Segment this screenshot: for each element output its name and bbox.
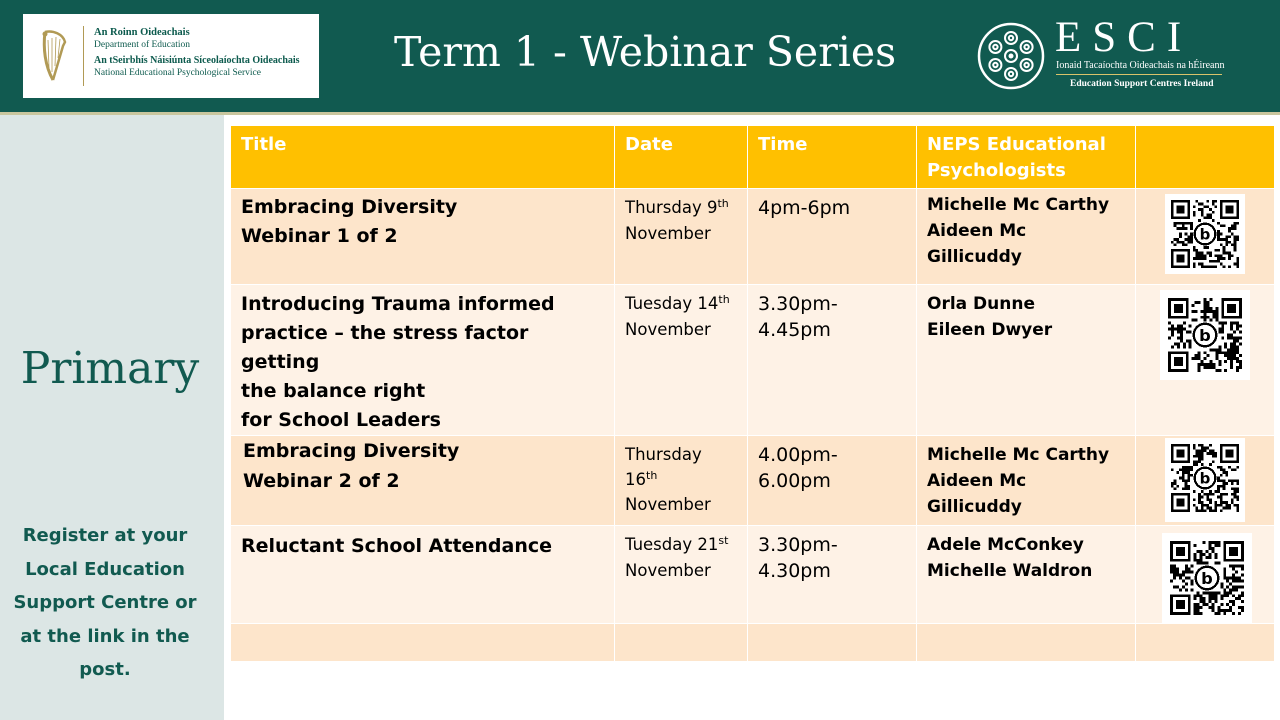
celtic-spiral-icon [977, 22, 1045, 90]
register-line: Register at your [22, 525, 188, 546]
table-header-row [231, 126, 1275, 189]
webinar-psychologists [917, 436, 1136, 526]
table-row-empty [231, 624, 1275, 662]
date-month: November [625, 495, 711, 514]
register-line: Support Centre or [13, 592, 197, 613]
webinar-title [231, 436, 615, 526]
title-line: Introducing Trauma informed [241, 293, 555, 315]
registration-qr-code[interactable] [1165, 194, 1245, 274]
title-line: Reluctant School Attendance [241, 535, 553, 557]
qr-cell [1136, 285, 1275, 436]
date-day: Thursday 9 [625, 198, 718, 217]
date-line [625, 467, 737, 492]
qr-cell [1136, 189, 1275, 285]
empty-cell [615, 624, 748, 662]
webinar-title [231, 189, 615, 285]
registration-qr-code[interactable] [1165, 438, 1245, 522]
esci-divider [1056, 74, 1222, 75]
department-irish-name: An Roinn Oideachais [94, 27, 190, 38]
webinar-time: 3.30pm-4.30pm [748, 526, 917, 624]
psychologist-name: Aideen Mc Gillicuddy [927, 221, 1027, 267]
esci-irish-name: Ionaid Tacaíochta Oideachais na hÉireann [1056, 60, 1225, 71]
register-line: post. [79, 659, 131, 680]
header-line: Psychologists [927, 160, 1066, 181]
empty-cell [917, 624, 1136, 662]
qr-code-icon [1170, 541, 1244, 615]
column-header-date: Date [615, 126, 748, 189]
title-line: Embracing Diversity [241, 196, 458, 218]
table-row [231, 285, 1275, 436]
webinar-date [615, 526, 748, 624]
qr-code-icon [1168, 298, 1242, 372]
empty-cell [231, 624, 615, 662]
registration-qr-code[interactable] [1162, 533, 1252, 623]
webinar-date [615, 436, 748, 526]
svg-text:b: b [1199, 225, 1211, 244]
date-suffix: th [718, 293, 730, 306]
webinar-time: 4pm-6pm [748, 189, 917, 285]
qr-code-icon [1171, 444, 1239, 512]
title-line: the balance right [241, 380, 426, 402]
svg-text:b: b [1201, 569, 1213, 589]
school-level-label: Primary [20, 343, 200, 394]
webinar-psychologists [917, 285, 1136, 436]
date-day: Tuesday 14 [625, 294, 719, 313]
neps-english-name: National Educational Psychological Service [94, 68, 261, 78]
qr-code-icon [1171, 200, 1239, 268]
department-of-education-logo [23, 14, 319, 98]
department-english-name: Department of Education [94, 40, 191, 50]
qr-cell [1136, 526, 1275, 624]
register-instructions [0, 519, 210, 687]
psychologist-name: Orla Dunne [927, 294, 1036, 314]
title-line: Webinar 1 of 2 [241, 225, 398, 247]
svg-text:b: b [1199, 326, 1211, 346]
header-line: NEPS Educational [927, 134, 1106, 155]
column-header-title: Title [231, 126, 615, 189]
column-header-time: Time [748, 126, 917, 189]
table-row [231, 526, 1275, 624]
page-title: Term 1 - Webinar Series [394, 28, 897, 76]
webinar-date [615, 285, 748, 436]
webinar-schedule-table [230, 125, 1275, 662]
qr-cell [1136, 436, 1275, 526]
esci-english-name: Education Support Centres Ireland [1070, 79, 1214, 89]
webinar-date [615, 189, 748, 285]
registration-qr-code[interactable] [1160, 290, 1250, 380]
date-day: Tuesday 21 [625, 535, 719, 554]
webinar-time: 4.00pm-6.00pm [748, 436, 917, 526]
psychologist-name: Adele McConkey [927, 535, 1084, 555]
date-suffix: th [717, 197, 729, 210]
date-suffix: st [718, 534, 729, 547]
date-month: November [625, 561, 711, 580]
table-row [231, 436, 1275, 526]
logo-divider [83, 26, 84, 86]
table-row [231, 189, 1275, 285]
title-line: for School Leaders [241, 409, 441, 431]
psychologist-name: Eileen Dwyer [927, 320, 1053, 340]
date-number: 16 [625, 470, 646, 489]
date-month: November [625, 224, 711, 243]
neps-irish-name: An tSeirbhís Náisiúnta Síceolaíochta Oideachais [94, 55, 300, 66]
empty-cell [748, 624, 917, 662]
header-banner [0, 0, 1280, 112]
column-header-psychologists [917, 126, 1136, 189]
register-line: at the link in the [20, 625, 190, 647]
psychologist-name: Aideen Mc Gillicuddy [927, 471, 1027, 517]
psychologist-name: Michelle Mc Carthy [927, 195, 1110, 215]
date-month: November [625, 320, 711, 339]
webinar-psychologists [917, 189, 1136, 285]
webinar-psychologists [917, 526, 1136, 624]
webinar-title [231, 526, 615, 624]
date-line [625, 195, 737, 221]
webinar-time: 3.30pm-4.45pm [748, 285, 917, 436]
register-line: Local Education [25, 558, 185, 580]
webinar-title [231, 285, 615, 436]
date-line [625, 291, 737, 317]
psychologist-name: Michelle Waldron [927, 561, 1093, 581]
esci-wordmark: ESCI [1055, 14, 1193, 61]
department-name [94, 27, 300, 79]
title-line: Webinar 2 of 2 [243, 470, 400, 492]
date-line [625, 532, 737, 558]
harp-icon [39, 28, 69, 84]
empty-cell [1136, 624, 1275, 662]
column-header-qr [1136, 126, 1275, 189]
sidebar [0, 115, 224, 720]
title-line: Embracing Diversity [243, 440, 460, 462]
svg-text:b: b [1199, 469, 1211, 488]
date-day: Thursday [625, 445, 702, 464]
psychologist-name: Michelle Mc Carthy [927, 445, 1110, 465]
title-line: practice – the stress factor getting [241, 322, 529, 373]
date-suffix: th [646, 469, 658, 482]
